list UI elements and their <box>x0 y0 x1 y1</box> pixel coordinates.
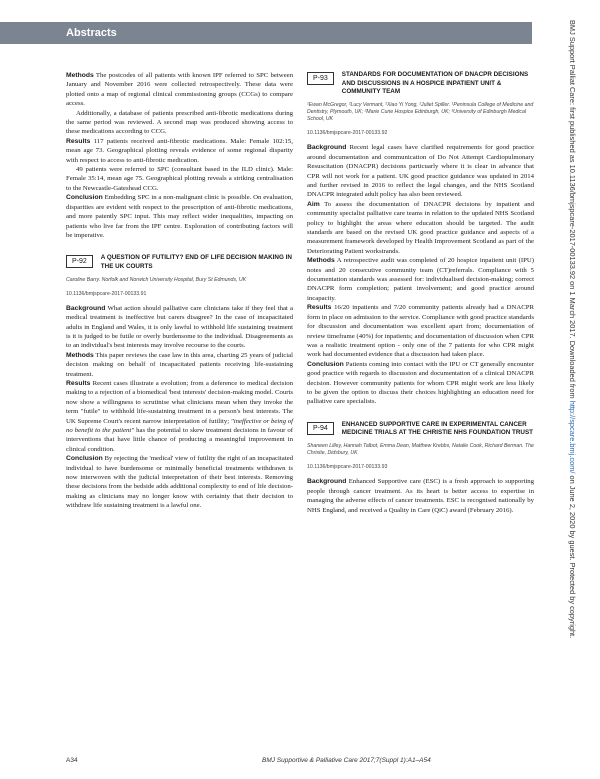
conclusion-paragraph <box>307 360 534 407</box>
background-text: Enhanced Supportive care (ESC) is a fresh approach to supporting people through cancer treatment. As its heart is better access to expertise in managing the adverse effects of cancer treatments. ESC is recognised nationally by NHS England, and received a Quality in Care (QiC) award (February 2016). <box>307 478 534 514</box>
abstract-title: STANDARDS FOR DOCUMENTATION OF DNACPR DECISIONS AND DISCUSSIONS IN A HOSPICE INPATIENT UNIT & COMMUNITY TEAM <box>341 71 529 96</box>
right-column <box>307 71 534 515</box>
abstract-header-p92 <box>66 254 293 271</box>
results-text-cont: has the potential to skew treatment decisions in favour of interventions that have little chance of producing a meaningful improvement in clinical condition. <box>66 426 293 453</box>
abstract-authors: ¹Ewan McGregor, ²Lucy Vermant, ²Xiao Yi Yong, ²Juliet Spiller. ¹Peninsula College of Medicine and Dentistry, Plymouth, UK; ²Marie Curie Hospice Edinburgh, UK; ³University of Edinburgh Medical School, UK <box>307 101 534 123</box>
aim-paragraph <box>307 200 534 256</box>
copyright-sidebar <box>565 20 579 720</box>
results-quote: "ineffective or being of no benefit to the patient" <box>66 417 293 434</box>
abstract-authors: Shaneen Lilley, Hannah Talbot, Emma Dean, Matthew Krebbs, Natalie Cook, Richard Berman. The Christie, Didsbury, UK <box>307 442 534 457</box>
results-paragraph <box>307 303 534 359</box>
results-text: 117 patients received anti-fibrotic medications. Male: Female 102:15, mean age 73. Geographical plotting reveals evidence of some regional disparity with respect to access to anti-fibrotic medication. <box>66 137 293 164</box>
results-label: Results <box>66 137 91 145</box>
conclusion-text: Patients coming into contact with the IPU or CT generally encounter good practice with regards to discussion and documentation of a clinical DNACPR decision. However community patients for whom CPR might work are less likely to be given the option to discuss their choices highlighting an education need for palliative care specialists. <box>307 360 534 406</box>
aim-text: To assess the documentation of DNACPR decisions by inpatient and community specialist palliative care teams in relation to the updated NHS Scotland policy to highlight the areas where education should be targeted. The audit standards are based on the revised UK good practice guidance and aspects of a measurement framework developed by Health Improvement Scotland as part of the Deteriorating Patient workstrands. <box>307 200 534 255</box>
methods-text: The postcodes of all patients with known IPF referred to SPC between January and November 2016 were collected retrospectively. These data were plotted onto a map of regional clinical commissioning groups (CCGs) to compare access. <box>66 72 293 108</box>
abstract-title: A QUESTION OF FUTILITY? END OF LIFE DECISION MAKING IN THE UK COURTS <box>100 254 292 270</box>
spcare-link[interactable]: http://spcare.bmj.com/ <box>568 400 577 474</box>
sidebar-text: BMJ Support Palliat Care: first published as 10.1136/bmjspcare-2017-00133.92 on 1 March 2017. Downloaded from <box>568 20 577 401</box>
background-label: Background <box>307 478 347 486</box>
conclusion-label: Conclusion <box>307 360 344 368</box>
abstract-header-p94 <box>307 421 534 438</box>
conclusion-label: Conclusion <box>66 194 103 202</box>
methods-text: This paper reviews the case law in this area, charting 25 years of judicial decision making on behalf of incapacitated patients receiving life-sustaining treatment. <box>66 351 293 378</box>
abstract-doi: 10.1136/bmjspcare-2017-00133.92 <box>307 130 388 137</box>
conclusion-text: Embedding SPC in a non-malignant clinic is possible. On evaluation, disparities are evident with respect to the prescription of anti-fibrotic medications, and more patently SPC input. This may reflect wider inequalities, impacting on patients who live far from the IPF centre. Exploration of contributing factors will be imperative. <box>66 194 293 239</box>
abstract-title: ENHANCED SUPPORTIVE CARE IN EXPERIMENTAL CANCER MEDICINE TRIALS AT THE CHRISTIE NHS FOUNDATION TRUST <box>341 420 534 437</box>
results-label: Results <box>307 304 332 312</box>
methods-label: Methods <box>307 257 335 265</box>
methods-paragraph <box>307 256 534 303</box>
abstract-header-p93 <box>307 71 534 97</box>
background-paragraph <box>66 304 293 351</box>
abstract-code: P-93 <box>307 72 334 85</box>
conclusion-paragraph <box>66 454 293 510</box>
methods-label: Methods <box>66 351 94 359</box>
abstracts-banner: Abstracts <box>0 22 532 44</box>
conclusion-paragraph <box>66 193 293 240</box>
methods-text: A retrospective audit was completed of 20 hospice inpatient unit (IPU) notes and 20 consecutive community team (CT)referrals. Compliance with 5 documentation standards was assessed for: individualised decision-making; correct DNACPR form completion; patient involvement; and good practice around incapacity. <box>307 257 534 302</box>
methods-paragraph <box>66 351 293 379</box>
abstract-doi: 10.1136/bmjspcare-2017-00133.93 <box>307 464 388 471</box>
background-paragraph <box>307 477 534 515</box>
results-label: Results <box>66 379 91 387</box>
abstract-code: P-94 <box>307 422 334 435</box>
sidebar-text-end: on June 2, 2020 by guest. Protected by copyright. <box>568 473 577 639</box>
background-label: Background <box>66 304 106 312</box>
results-text: Recent cases illustrate a evolution; from a deference to medical decision making to a rejection of a biomedical 'best interests' decision-making model. Courts now show a willingness to scrutinise what clinicians mean when they invoke the term "futile" to withhold life-sustaining treatment in a person's best interests. The UK Supreme Court's recent narrow interpretation of futility; <box>66 379 293 425</box>
results-paragraph <box>66 137 293 165</box>
conclusion-label: Conclusion <box>66 455 103 463</box>
paragraph: 49 patients were referred to SPC (consultant based in the ILD clinic). Male: Female 35:14, mean age 75. Geographical plotting reveals a striking centralisation to the Newcastle-Gateshead CCG. <box>66 166 293 192</box>
background-text: Recent legal cases have clarified requirements for good practice around documentation and communication of Do Not Attempt Cardiopulmonary Resuscitation (DNACPR) decisions particuarly where it is clear in advance that CPR will not work for a patient. UK good practice guidance was updated in 2014 and further revised in 2016 to reflect the legal changes, and the NHS Scotland DNACPR integrated adult policy has also been reviewed. <box>307 144 534 199</box>
abstract-doi: 10.1136/bmjspcare-2017-00133.91 <box>66 290 147 297</box>
abstract-authors: Caroline Barry. Norfolk and Norwich University Hospital, Bury St Edmunds, UK <box>66 276 247 283</box>
left-column <box>66 71 293 511</box>
aim-label: Aim <box>307 200 320 208</box>
background-paragraph <box>307 143 534 199</box>
background-label: Background <box>307 144 347 152</box>
abstract-code: P-92 <box>66 255 93 268</box>
methods-paragraph <box>66 71 293 109</box>
results-paragraph <box>66 379 293 454</box>
background-text: What action should palliative care clinicians take if they feel that a medical treatment is ineffective but carers disagree? In the case of incapacitated adults in England and Wales, it is only lawful to withhold life sustaining treatment is it is judged to be futile or overly burdensome to the individual. Disagreements as to an individual's best interests may involve recourse to the courts. <box>66 304 293 350</box>
results-text: 16/20 inpatients and 7/20 community patients already had a DNACPR form in place on admission to the service. Compliance with good practice standards for discussion and documentation was excellent apart from; documentation of review timeframe (40%) for inpatients; and documentation of discussion when CPR was a realistic treatment option - only one of the 7 patients for who CPR might work had documented evidence that a discussion had taken place. <box>307 304 534 359</box>
methods-label: Methods <box>66 72 94 79</box>
page-number: A34 <box>66 757 78 764</box>
journal-citation: BMJ Supportive & Palliative Care 2017;7(Suppl 1):A1–A54 <box>262 757 431 764</box>
paragraph: Additionally, a database of patients prescribed anti-fibrotic medications during the same period was reviewed. A second map was produced showing access to these medications according to CCG. <box>66 109 293 136</box>
conclusion-text: By rejecting the 'medical' view of futility the right of an incapacitated individual to have burdensome or minimally beneficial treatments withdrawn is now interwoven with the judicial interpretation of their best interests. Removing these decisions from the bedside adds additional complexity to end of life decision-making as clinicians may no longer know with certainty that their decision to withdraw life sustaining treatment is a lawful one. <box>66 455 293 510</box>
